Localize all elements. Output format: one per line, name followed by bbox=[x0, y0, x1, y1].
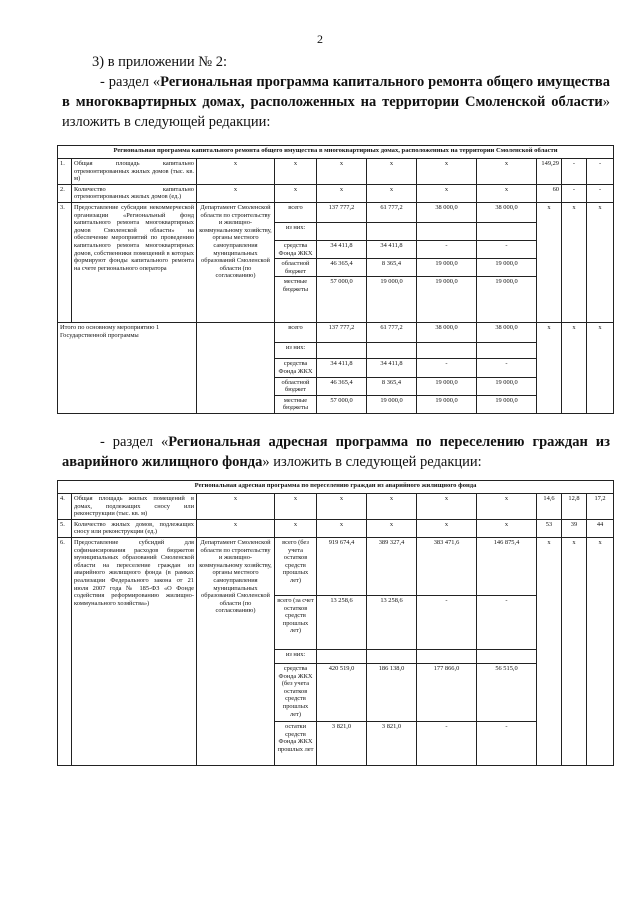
instruction-line: 3) в приложении № 2: bbox=[92, 54, 227, 70]
table-row: 3. Предоставление субсидии некоммерческой организации «Региональный фонд капитального ремонта многоквартирных домов Смоленской области» на обеспечение мероприятий по проведению капитального ремонта многоквартирных домов, собственники помещений в которых формируют фонды капитального ремонта на счете регионального оператора Департамент Смоленской области по строительству и жилищно-коммунальному хозяйству, органы местного самоуправления муниципальных образований Смоленской области (по согласованию) всего 137 777,2 61 777,2 38 000,0 38 000,0 x x x bbox=[58, 202, 614, 222]
section1-title: Региональная программа капитального ремонта общего имущества в многоквартирных домах, расположенных на территории Смоленской области bbox=[62, 74, 611, 110]
table-row: 1. Общая площадь капитально отремонтированных жилых домов (тыс. кв. м) x x x x x x 149,29 - - bbox=[58, 159, 614, 185]
section1-paragraph: - раздел «Региональная программа капитального ремонта общего имущества в многоквартирных домах, расположенных на территории Смоленской области» изложить в следующей редакции: bbox=[62, 74, 611, 130]
table-row-total: Итого по основному мероприятию 1 Государственной программы всего 137 777,2 61 777,2 38 000,0 38 000,0 x x x bbox=[58, 323, 614, 343]
table2-header: Региональная адресная программа по переселению граждан из аварийного жилищного фонда bbox=[58, 481, 614, 494]
table-row: 5. Количество жилых домов, подлежащих сносу или реконструкции (ед.) x x x x x x 53 39 44 bbox=[58, 519, 614, 537]
table-capital-repair: Региональная программа капитального ремонта общего имущества в многоквартирных домах, расположенных на территории Смоленской области 1. Общая площадь капитально отремонтированных жилых домов (тыс. кв. м) x x x x x x 149,29 - - 2. Количество капитально отремонтированных жилых домов (ед.) x x x x x x 60 - - 3. Предоставление субсидии некоммерческой организации «Региональный фонд капитального ремонта многоквартирных домов Смоленской области» на обеспечение мероприятий по проведению капитального ремонта многоквартирных домов, собственники помещений в которых формируют фонды капитального ремонта на счете регионального оператора Департамент Смоленской области по строительству и жилищно-коммунальному хозяйству, органы местного самоуправления муниципальных образований Смоленской области (по согласованию) всего 137 777,2 61 777,2 38 000,0 38 000,0 x x x из них: средства Фонда ЖКХ 34 411,8 34 411,8 - - областной бюджет 46 365,4 8 365,4 19 000,0 19 000,0 местные бюджеты 57 000,0 19 000,0 19 000,0 19 000,0 Итого по основному мероприятию 1 Государственной программы всего 137 777,2 61 777,2 38 000,0 38 000,0 x x x из них: средства Фонда ЖКХ 34 411,8 34 411,8 - - областной бюджет 46 365,4 8 365,4 19 000,0 19 000,0 местные бюджеты 57 000,0 19 000,0 19 000,0 19 000,0 bbox=[57, 145, 614, 414]
table-row: 4. Общая площадь жилых помещений в домах, подлежащих сносу или реконструкции (тыс. кв. м) x x x x x x 14,6 12,8 17,2 bbox=[58, 494, 614, 520]
table-row: 2. Количество капитально отремонтированных жилых домов (ед.) x x x x x x 60 - - bbox=[58, 184, 614, 202]
table-resettlement: Региональная адресная программа по переселению граждан из аварийного жилищного фонда 4. Общая площадь жилых помещений в домах, подлежащих сносу или реконструкции (тыс. кв. м) x x x x x x 14,6 12,8 17,2 5. Количество жилых домов, подлежащих сносу или реконструкции (ед.) x x x x x x 53 39 44 6. Предоставление субсидий для софинансирования расходов бюджетов муниципальных образований Смоленской области на переселение граждан из аварийного жилищного фонда (в рамках реализации Федерального закона от 21 июля 2007 года № 185-ФЗ «О Фонде содействия реформированию жилищно-коммунального хозяйства») Департамент Смоленской области по строительству и жилищно-коммунальному хозяйству, органы местного самоуправления муниципальных образований Смоленской области (по согласованию) всего (без учета остатков средств прошлых лет) 919 674,4 389 327,4 383 471,6 146 875,4 x x x всего (за счет остатков средств прошлых лет) 13 258,6 13 258,6 - - из них: средства Фонда ЖКХ (без учета остатков средств прошлых лет) 420 519,0 186 138,0 177 866,0 56 515,0 остатки средств Фонда ЖКХ прошлых лет 3 821,0 3 821,0 - - bbox=[57, 480, 614, 766]
section2-title: Региональная адресная программа по переселению граждан из аварийного жилищного фонда bbox=[62, 434, 610, 470]
section2-paragraph: - раздел «Региональная адресная программа по переселению граждан из аварийного жилищного фонда» изложить в следующей редакции: bbox=[62, 434, 610, 470]
table-row: 6. Предоставление субсидий для софинансирования расходов бюджетов муниципальных образований Смоленской области на переселение граждан из аварийного жилищного фонда (в рамках реализации Федерального закона от 21 июля 2007 года № 185-ФЗ «О Фонде содействия реформированию жилищно-коммунального хозяйства») Департамент Смоленской области по строительству и жилищно-коммунальному хозяйству, органы местного самоуправления муниципальных образований Смоленской области (по согласованию) всего (без учета остатков средств прошлых лет) 919 674,4 389 327,4 383 471,6 146 875,4 x x x bbox=[58, 537, 614, 595]
table1-header: Региональная программа капитального ремонта общего имущества в многоквартирных домах, расположенных на территории Смоленской области bbox=[58, 146, 614, 159]
page-number: 2 bbox=[317, 32, 323, 46]
